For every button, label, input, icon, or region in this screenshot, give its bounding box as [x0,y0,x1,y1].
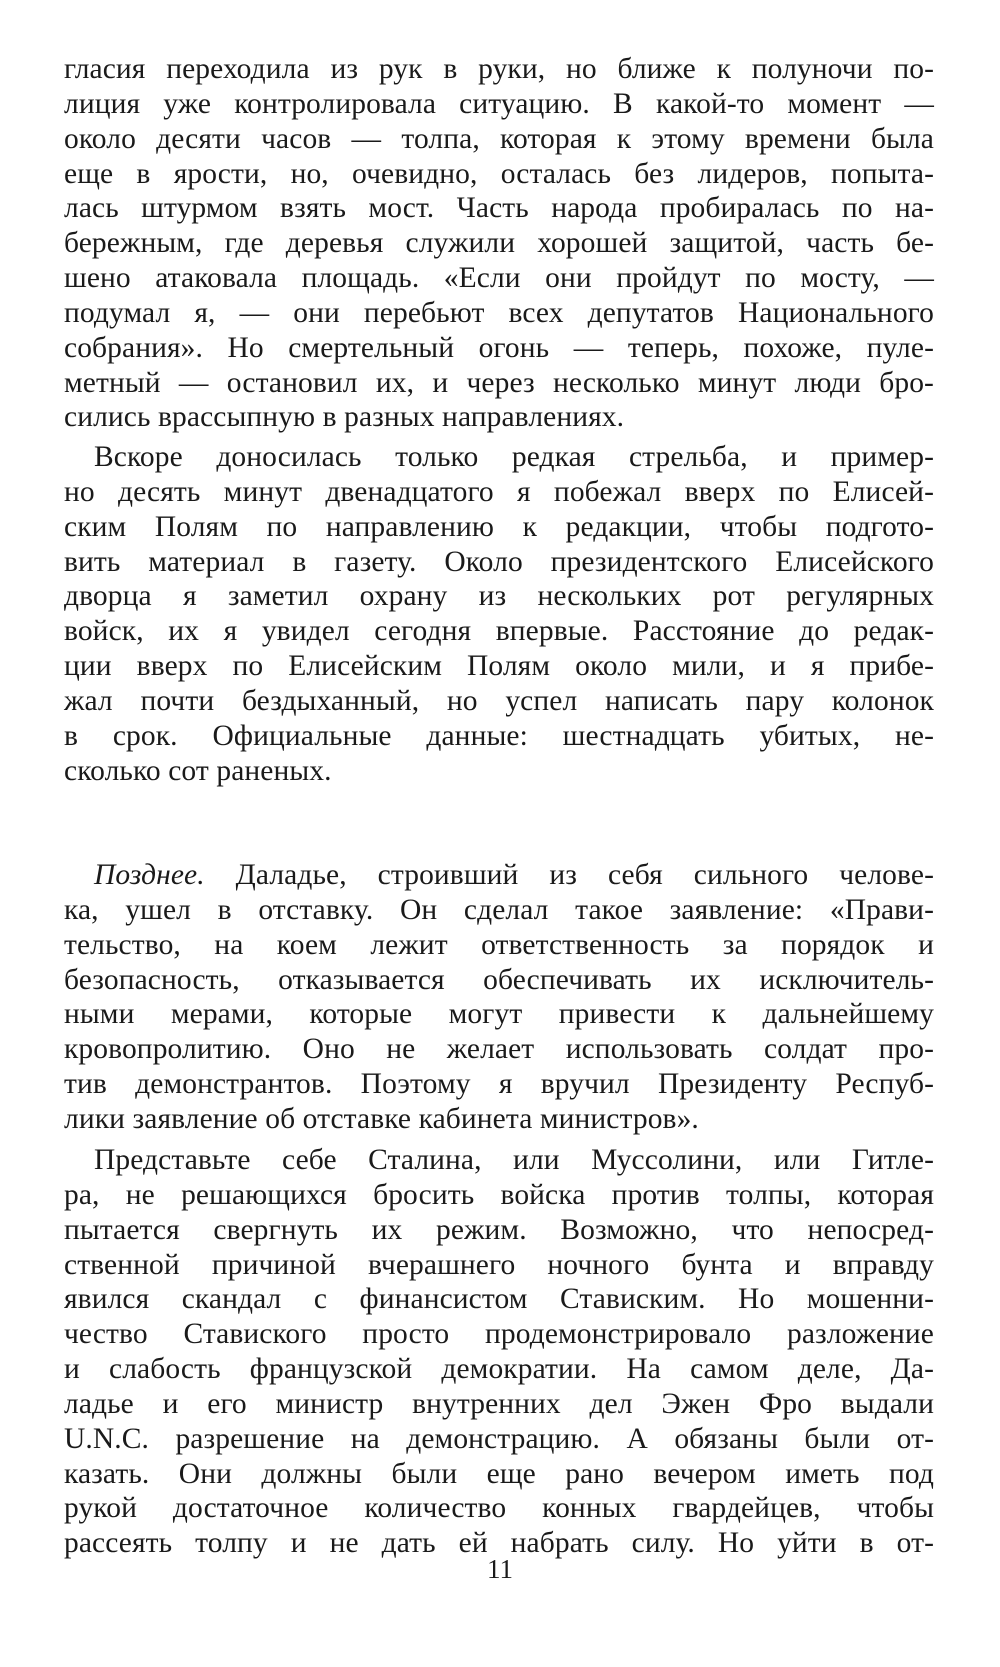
text-line: казать. Они должны были еще рано вечером иметь под [64,1457,934,1490]
text-line: ции вверх по Елисейским Полям около мили, и я прибе- [64,650,934,683]
text-line: тельство, на коем лежит ответственность за порядок и [64,928,934,961]
text-line: чество Ставиского просто продемонстрировало разложение [64,1318,934,1351]
text-line: явился скандал с финансистом Стависким. Но мошенни- [64,1283,934,1316]
text-line: сились врассыпную в разных направлениях. [64,401,625,434]
text-line: шено атаковала площадь. «Если они пройдут по мосту, — [64,262,934,295]
text-line: Представьте себе Сталина, или Муссолини, или Гитле- [94,1144,934,1176]
text-line: войск, их я увидел сегодня впервые. Расстояние до редак- [64,615,934,648]
text-line: ка, ушел в отставку. Он сделал такое заявление: «Прави- [64,893,934,926]
section-lead-italic: Позднее. [94,859,205,891]
text-line: около десяти часов — толпа, которая к этому времени была [64,122,934,155]
text-line: еще в ярости, но, очевидно, осталась без лидеров, попыта- [64,157,934,190]
text-line: кровопролитию. Оно не желает использовать солдат про- [64,1033,934,1066]
page-number: 11 [487,1554,513,1584]
paragraph-4 [64,1143,934,1561]
text-run: Даладье, строивший из себя сильного челове- [204,859,934,891]
text-line: и слабость французской демократии. На самом деле, Да- [64,1353,934,1386]
text-line: ладье и его министр внутренних дел Эжен Фро выдали [64,1387,934,1420]
text-line: Вскоре доносилась только редкая стрельба, и пример- [94,441,934,473]
text-line: собрания». Но смертельный огонь — теперь, похоже, пуле- [64,331,934,364]
text-line: подумал я, — они перебьют всех депутатов Национального [64,296,934,329]
text-line: безопасность, отказывается обеспечивать их исключитель- [64,963,934,996]
text-line: ными мерами, которые могут привести к дальнейшему [64,998,934,1031]
paragraph-3 [64,858,934,1137]
text-line: бережным, где деревья служили хорошей защитой, часть бе- [64,227,934,260]
text-line: вить материал в газету. Около президентского Елисейского [64,545,934,578]
text-line: но десять минут двенадцатого я побежал вверх по Елисей- [64,475,934,508]
paragraph-2 [64,440,934,788]
text-line: лиция уже контролировала ситуацию. В какой-то момент — [64,87,934,120]
text-line: рукой достаточное количество конных гвардейцев, чтобы [64,1492,934,1525]
text-line: ским Полям по направлению к редакции, чтобы подгото- [64,510,934,543]
text-line: ственной причиной вчерашнего ночного бунта и вправду [64,1248,934,1281]
text-line: гласия переходила из рук в руки, но ближе к полуночи по- [64,53,934,85]
text-line: пытается свергнуть их режим. Возможно, что непосред- [64,1213,934,1246]
text-line: лики заявление об отставке кабинета министров». [64,1102,699,1135]
text-line: метный — остановил их, и через несколько минут люди бро- [64,366,934,399]
text-line [64,858,934,893]
paragraph-1 [64,52,934,435]
text-line: жал почти бездыханный, но успел написать пару колонок [64,684,934,717]
text-line: лась штурмом взять мост. Часть народа пробиралась по на- [64,192,934,225]
text-line: U.N.C. разрешение на демонстрацию. А обязаны были от- [64,1422,934,1455]
text-line: тив демонстрантов. Поэтому я вручил Президенту Респуб- [64,1068,934,1101]
text-line: в срок. Официальные данные: шестнадцать убитых, не- [64,719,934,752]
text-line: ра, не решающихся бросить войска против толпы, которая [64,1178,934,1211]
text-line: сколько сот раненых. [64,754,332,787]
text-line: рассеять толпу и не дать ей набрать силу. Но уйти в от- [64,1527,934,1560]
text-line: дворца я заметил охрану из нескольких рот регулярных [64,580,934,613]
